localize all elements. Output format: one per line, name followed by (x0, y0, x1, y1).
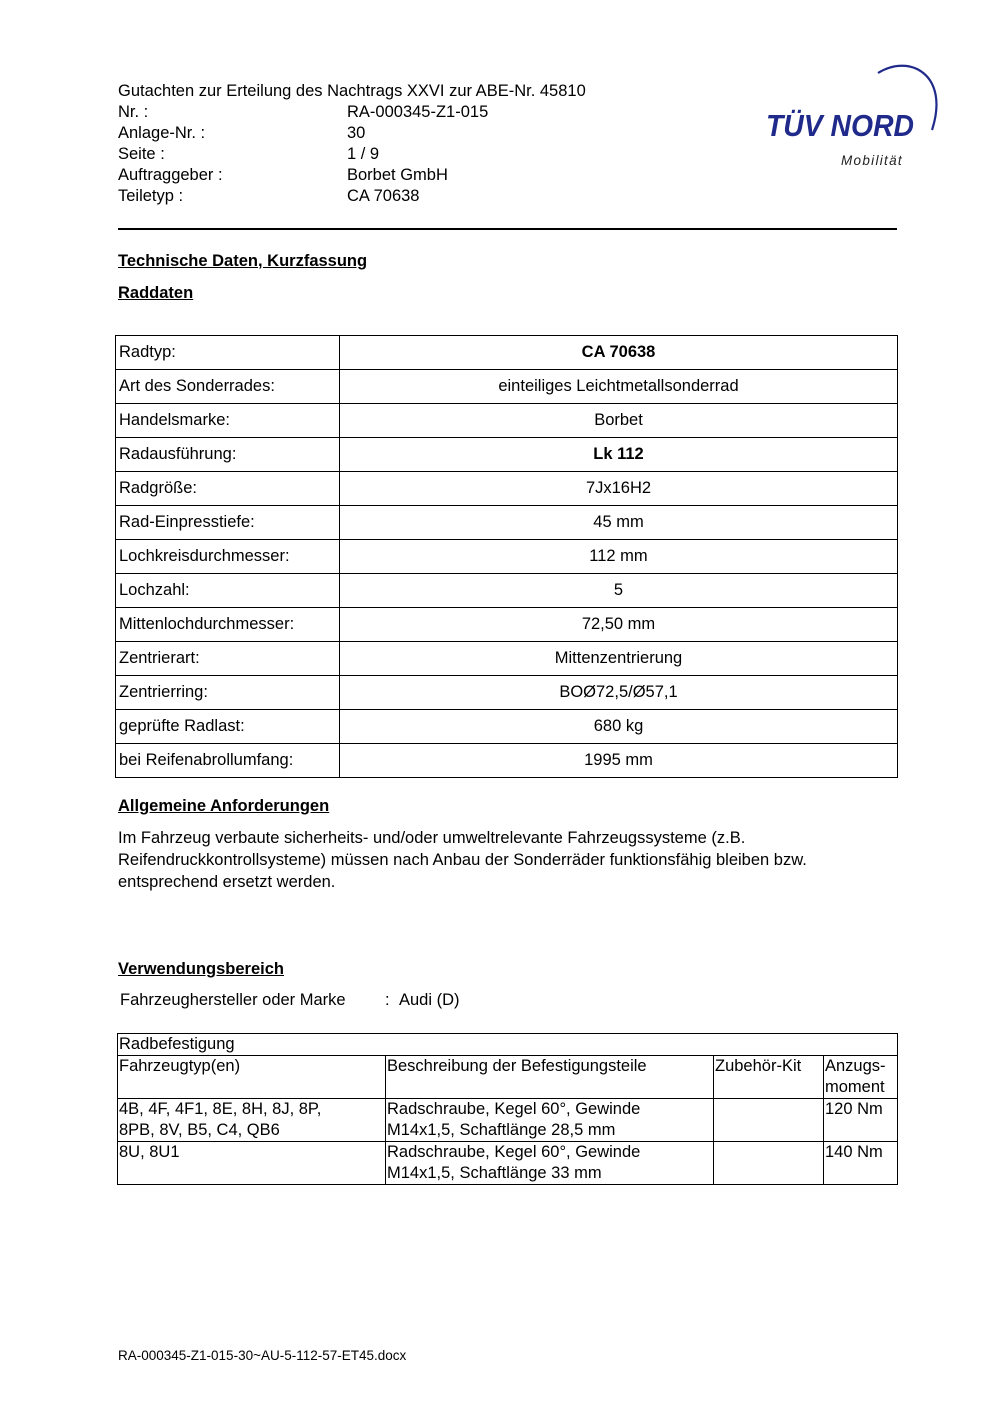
heading-verwendungsbereich: Verwendungsbereich (118, 960, 284, 978)
table-row (116, 370, 898, 404)
table-row (116, 744, 898, 778)
tuev-nord-logo-graphic (760, 55, 950, 175)
header-value: 1 / 9 (347, 145, 380, 163)
cell-line: 8PB, 8V, B5, C4, QB6 (119, 1121, 280, 1139)
cell-fahrzeugtyp (118, 1142, 386, 1185)
raddaten-label: Lochkreisdurchmesser: (116, 540, 340, 574)
raddaten-value: CA 70638 (340, 336, 898, 370)
cell-line: Radschraube, Kegel 60°, Gewinde (387, 1100, 641, 1118)
header-label: Auftraggeber : (118, 166, 223, 184)
raddaten-value: 72,50 mm (340, 608, 898, 642)
table-row (118, 1099, 898, 1142)
cell-zubehoer-kit (714, 1099, 824, 1142)
radbefestigung-title: Radbefestigung (118, 1034, 898, 1056)
header-row-anlage (118, 123, 678, 144)
cell-beschreibung (386, 1142, 714, 1185)
heading-technische-daten: Technische Daten, Kurzfassung (118, 252, 368, 270)
cell-line: 8U, 8U1 (119, 1143, 180, 1161)
raddaten-value: 1995 mm (340, 744, 898, 778)
header-zubehoer-kit: Zubehör-Kit (714, 1056, 824, 1099)
raddaten-label: Handelsmarke: (116, 404, 340, 438)
cell-beschreibung (386, 1099, 714, 1142)
table-row (116, 608, 898, 642)
table-row (116, 336, 898, 370)
table-row (116, 676, 898, 710)
header-label: Nr. : (118, 103, 149, 121)
raddaten-label: bei Reifenabrollumfang: (116, 744, 340, 778)
header-anzugsmoment-line: Anzugs- (825, 1057, 886, 1075)
raddaten-label: Zentrierring: (116, 676, 340, 710)
header-value: CA 70638 (347, 187, 420, 205)
header-value: 30 (347, 124, 366, 142)
cell-line: 4B, 4F, 4F1, 8E, 8H, 8J, 8P, (119, 1100, 322, 1118)
raddaten-value: Lk 112 (340, 438, 898, 472)
header-row-nr (118, 102, 678, 123)
raddaten-value: Mittenzentrierung (340, 642, 898, 676)
header-row-seite (118, 144, 678, 165)
tuev-nord-logo (760, 55, 950, 175)
cell-line: Radschraube, Kegel 60°, Gewinde (387, 1143, 641, 1161)
raddaten-value: einteiliges Leichtmetallsonderrad (340, 370, 898, 404)
header-anzugsmoment (824, 1056, 898, 1099)
cell-zubehoer-kit (714, 1142, 824, 1185)
header-anzugsmoment-line: moment (825, 1078, 885, 1096)
header-title: Gutachten zur Erteilung des Nachtrags XXVI zur ABE-Nr. 45810 (118, 82, 586, 100)
table-row (116, 642, 898, 676)
table-row (116, 574, 898, 608)
header-row-auftraggeber (118, 165, 678, 186)
table-row (116, 438, 898, 472)
header-label: Seite : (118, 145, 165, 163)
fahrzeughersteller-label: Fahrzeughersteller oder Marke (120, 991, 346, 1009)
raddaten-value: 7Jx16H2 (340, 472, 898, 506)
header-value: RA-000345-Z1-015 (347, 103, 489, 121)
raddaten-label: geprüfte Radlast: (116, 710, 340, 744)
header-divider (118, 228, 897, 230)
header-value: Borbet GmbH (347, 166, 448, 184)
cell-line: M14x1,5, Schaftlänge 33 mm (387, 1164, 602, 1182)
cell-line: M14x1,5, Schaftlänge 28,5 mm (387, 1121, 616, 1139)
table-row (116, 404, 898, 438)
raddaten-value: Borbet (340, 404, 898, 438)
cell-anzugsmoment: 120 Nm (824, 1099, 898, 1142)
header-beschreibung: Beschreibung der Befestigungsteile (386, 1056, 714, 1099)
heading-raddaten: Raddaten (118, 284, 194, 302)
raddaten-label: Radgröße: (116, 472, 340, 506)
radbefestigung-table (117, 1033, 898, 1185)
table-row (118, 1142, 898, 1185)
raddaten-value: 112 mm (340, 540, 898, 574)
raddaten-value: BOØ72,5/Ø57,1 (340, 676, 898, 710)
header-label: Anlage-Nr. : (118, 124, 206, 142)
allgemeine-paragraph: Im Fahrzeug verbaute sicherheits- und/oder umweltrelevante Fahrzeugssysteme (z.B. Reifendruckkontrollsysteme) müssen nach Anbau der Sonderräder funktionsfähig bleiben bzw. entsprechend ersetzt werden. (118, 829, 807, 891)
table-row (116, 710, 898, 744)
table-row (116, 540, 898, 574)
raddaten-label: Mittenlochdurchmesser: (116, 608, 340, 642)
raddaten-label: Radausführung: (116, 438, 340, 472)
table-row (118, 1034, 898, 1056)
raddaten-label: Radtyp: (116, 336, 340, 370)
table-row (116, 472, 898, 506)
table-row (118, 1056, 898, 1099)
table-row (116, 506, 898, 540)
raddaten-table (115, 335, 898, 778)
cell-anzugsmoment: 140 Nm (824, 1142, 898, 1185)
fahrzeughersteller-line (120, 991, 460, 1010)
document-header (118, 81, 678, 207)
raddaten-label: Art des Sonderrades: (116, 370, 340, 404)
header-fahrzeugtyp: Fahrzeugtyp(en) (118, 1056, 386, 1099)
fahrzeughersteller-value: Audi (D) (399, 991, 460, 1009)
logo-text: TÜV NORD (766, 108, 914, 143)
raddaten-value: 5 (340, 574, 898, 608)
fahrzeughersteller-colon: : (385, 991, 390, 1009)
heading-allgemeine-anforderungen: Allgemeine Anforderungen (118, 797, 330, 815)
cell-fahrzeugtyp (118, 1099, 386, 1142)
logo-subtitle: Mobilität (841, 153, 903, 168)
raddaten-label: Lochzahl: (116, 574, 340, 608)
raddaten-label: Zentrierart: (116, 642, 340, 676)
raddaten-label: Rad-Einpresstiefe: (116, 506, 340, 540)
header-label: Teiletyp : (118, 187, 184, 205)
header-row-teiletyp (118, 186, 678, 207)
footer-filename: RA-000345-Z1-015-30~AU-5-112-57-ET45.docx (118, 1348, 407, 1363)
raddaten-value: 45 mm (340, 506, 898, 540)
raddaten-value: 680 kg (340, 710, 898, 744)
